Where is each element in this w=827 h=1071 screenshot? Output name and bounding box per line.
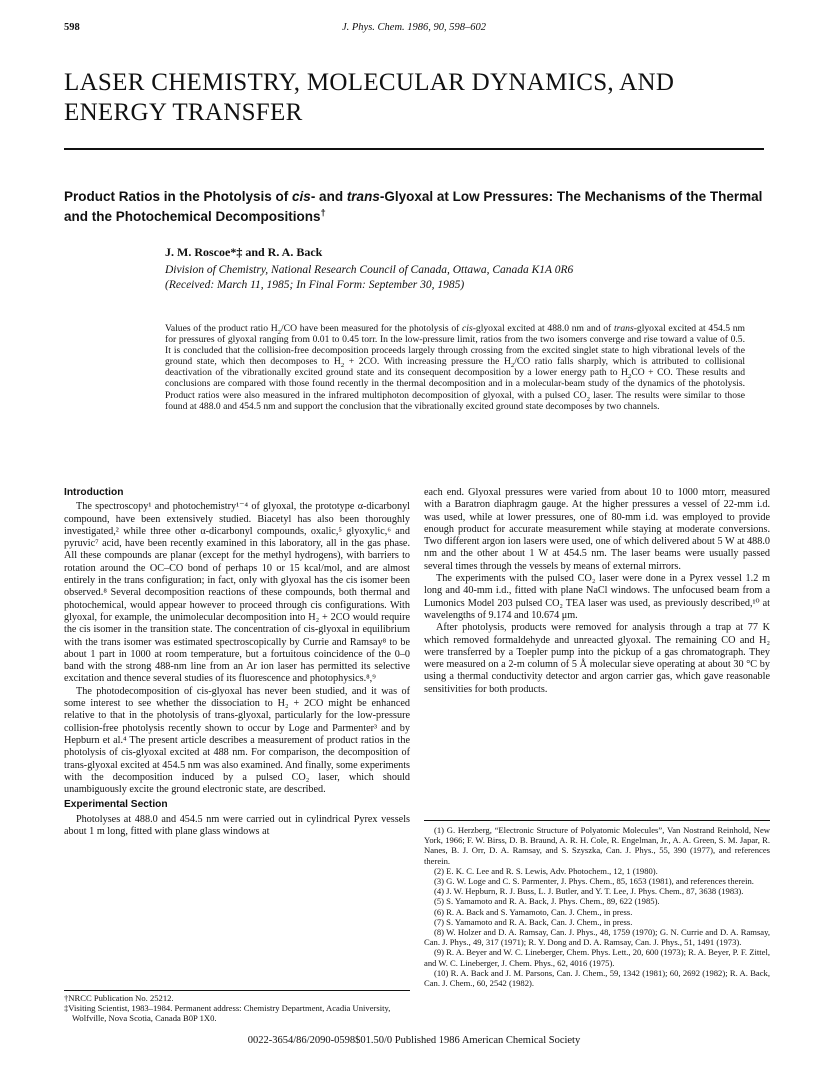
footnote: ‡Visiting Scientist, 1983–1984. Permanent address: Chemistry Department, Acadia University, Wolfville, Nova Scotia, Canada B0P 1X0. [64,1003,391,1024]
footnotes [64,990,410,1024]
intro-paragraph-2: The photodecomposition of cis-glyoxal has never been studied, and it was of some interest to see whether the dissociation to H₂ + 2CO might be enhanced relative to that in the photolysis of trans-glyoxal, particularly for the low-pressure collision-free photolysis recently shown to occur by Loge and Parmenter³ and by Hepburn et al.⁴ The present article describes a measurement of product ratios in the photolysis of cis-glyoxal excited at 488 nm. For comparison, the decomposition of trans-glyoxal excited at 454.5 nm was also examined. And finally, some experiments with the decomposition induced by a pulsed CO₂ laser, which should unambiguously excite the ground electronic state, are described. [64,685,410,796]
reference-item: (5) S. Yamamoto and R. A. Back, J. Phys. Chem., 89, 622 (1985). [434,896,660,907]
reference-item: (6) R. A. Back and S. Yamamoto, Can. J. Chem., in press. [434,906,633,917]
footnote: †NRCC Publication No. 25212. [64,993,174,1003]
left-column [64,487,410,838]
reference-item: (8) W. Holzer and D. A. Ramsay, Can. J. Phys., 48, 1759 (1970); G. N. Currie and D. A. Ramsay, Can. J. Phys., 49, 317 (1971); R. Y. Dong and D. A. Ramsay, Can. J. Phys., 51, 1491 (1973). [424,927,770,948]
section-title: LASER CHEMISTRY, MOLECULAR DYNAMICS, AND ENERGY TRANSFER [64,69,675,126]
reference-item: (9) R. A. Beyer and W. C. Lineberger, Chem. Phys. Lett., 20, 600 (1973); R. A. Beyer, P. F. Zittel, and W. C. Lineberger, J. Chem. Phys., 62, 4016 (1975). [424,947,770,968]
reference-item: (10) R. A. Back and J. M. Parsons, Can. J. Chem., 59, 1342 (1981); 60, 2692 (1982); R. A. Back, Can. J. Chem., 60, 2542 (1982). [424,967,770,989]
experimental-paragraph-2: each end. Glyoxal pressures were varied from about 10 to 1000 mtorr, measured with a Baratron diaphragm gauge. At the higher pressures a vessel of 22-mm i.d. was used, while at lower pressures, one of 80-mm i.d. was employed to provide enough product for accurate measurement while staying at moderate conversions. Two different argon ion lasers were used, one of which delivered about 5 W at 488.0 nm and the other about 1 W at 454.5 nm. The laser beams were usually passed several times through the vessels by means of external mirrors. [424,487,770,572]
paper-title: Product Ratios in the Photolysis of cis- and trans-Glyoxal at Low Pressures: The Mechanisms of the Thermal and the Photochemical Decompositions† [64,189,763,224]
affiliation [165,263,573,293]
copyright-footer: 0022-3654/86/2090-0598$01.50/0 Published 1986 American Chemical Society [247,1035,581,1046]
abstract: Values of the product ratio $H_2/CO$ have been measured for the photolysis of cis-glyoxal excited at 488.0 nm and of trans-glyoxal excited at 454.5 nm for pressures of glyoxal ranging from 0.01 to 0.45 torr. In the low-pressure limit, ratios from the two isomers converge and rise toward a value of 0.5. It is concluded that the collision-free decomposition proceeds largely through crossing from the excited singlet state to high vibrational levels of the ground state, which then decomposes to $H_2 + 2CO$. With increasing pressure the $H_2/CO$ ratio falls sharply, which is attributed to collisional deactivation of the vibrationally excited ground state and its consequent decomposition by a lower energy path to $H_2CO$ + CO. These results and conclusions are compared with those found recently in the thermal decomposition and in a molecular-beam study of the dynamics of the photolysis. Product ratios were also measured in the infrared multiphoton decomposition of glyoxal, with a pulsed $CO_2$ laser. The results were similar to those found at 488.0 and 454.5 nm and support the conclusion that the vibrationally excited ground state decomposes by two channels. [165,323,745,412]
reference-item: (4) J. W. Hepburn, R. J. Buss, L. J. Butler, and Y. T. Lee, J. Phys. Chem., 87, 3638 (1983). [434,886,744,897]
reference-item: (3) G. W. Loge and C. S. Parmenter, J. Phys. Chem., 85, 1653 (1981), and references therein. [434,876,754,887]
experimental-heading: Experimental Section [64,799,168,811]
reference-item: (1) G. Herzberg, “Electronic Structure of Polyatomic Molecules”, Van Nostrand Reinhold, New York, 1966; F. W. Birss, D. B. Braund, A. R. H. Cole, R. Engelman, Jr., A. A. Green, S. M. Japar, R. Nanes, B. J. Orr, D. A. Ramsay, and S. Szyszka, Can. J. Phys., 55, 390 (1977), and references therein. [424,825,770,866]
intro-paragraph-1: The spectroscopy¹ and photochemistry¹⁻⁴ of glyoxal, the prototype α-dicarbonyl compound, have been extensively studied. Biacetyl has also been thoroughly investigated,² while three other α-dicarbonyl compounds, oxalic,⁵ glyoxylic,⁶ and pyruvic⁷ acid, have been recently examined in this laboratory, all in the gas phase. All these compounds are planar (except for the methyl hydrogens), with barriers to rotation around the OC–CO bond of perhaps 10 or 15 kcal/mol, and are almost entirely in the trans configuration; in fact, only with glyoxal has the cis isomer been observed.⁸ Several decomposition reactions of these compounds, both thermal and photochemical, would appear however to proceed through cis configurations. With glyoxal, for example, the unimolecular decomposition into H₂ + 2CO would require the cis isomer in the transition state. The concentration of cis-glyoxal in equilibrium with the trans isomer was estimated spectroscopically by Currie and Ramsay⁸ to be about 1 part in 1000 at room temperature, but a fortuitous coincidence of the 0–0 band with the strong 488-nm line from an Ar ion laser has permitted its selective excitation and thence several studies of its fluorescence and photophysics.⁸,⁹ [64,501,410,685]
section-rule [64,148,764,150]
references [424,820,770,988]
received-dates: (Received: March 11, 1985; In Final Form: September 30, 1985) [165,279,465,291]
authors: J. M. Roscoe*‡ and R. A. Back [165,245,323,259]
journal-citation: J. Phys. Chem. 1986, 90, 598–602 [341,22,487,33]
experimental-paragraph-3: The experiments with the pulsed CO₂ laser were done in a Pyrex vessel 1.2 m long and 40-mm i.d., fitted with plane NaCl windows. The unfocused beam from a Lumonics Model 203 pulsed CO₂ TEA laser was used, as previously described,¹⁰ at wavelengths of 9.174 and 10.674 μm. [424,573,770,621]
affiliation-line: Division of Chemistry, National Research Council of Canada, Ottawa, Canada K1A 0R6 [165,264,574,276]
right-column [424,487,770,696]
experimental-paragraph-4: After photolysis, products were removed for analysis through a trap at 77 K which removed formaldehyde and unreacted glyoxal. The remaining CO and H₂ were transferred by a Toepler pump into the pickup of a gas chromatograph. They were measured on a 2-m column of 5 Å molecular sieve operating at about 30 °C by using a thermal conductivity detector and argon carrier gas, which gave reasonable sensitivities for both products. [424,622,770,695]
intro-heading: Introduction [64,487,124,498]
running-head [64,22,764,36]
reference-item: (7) S. Yamamoto and R. A. Back, Can. J. Chem., in press. [434,916,633,927]
page-number: 598 [64,22,80,33]
experimental-paragraph-1: Photolyses at 488.0 and 454.5 nm were carried out in cylindrical Pyrex vessels about 1 m long, fitted with plane glass windows at [64,813,410,838]
reference-item: (2) E. K. C. Lee and R. S. Lewis, Adv. Photochem., 12, 1 (1980). [434,865,658,876]
